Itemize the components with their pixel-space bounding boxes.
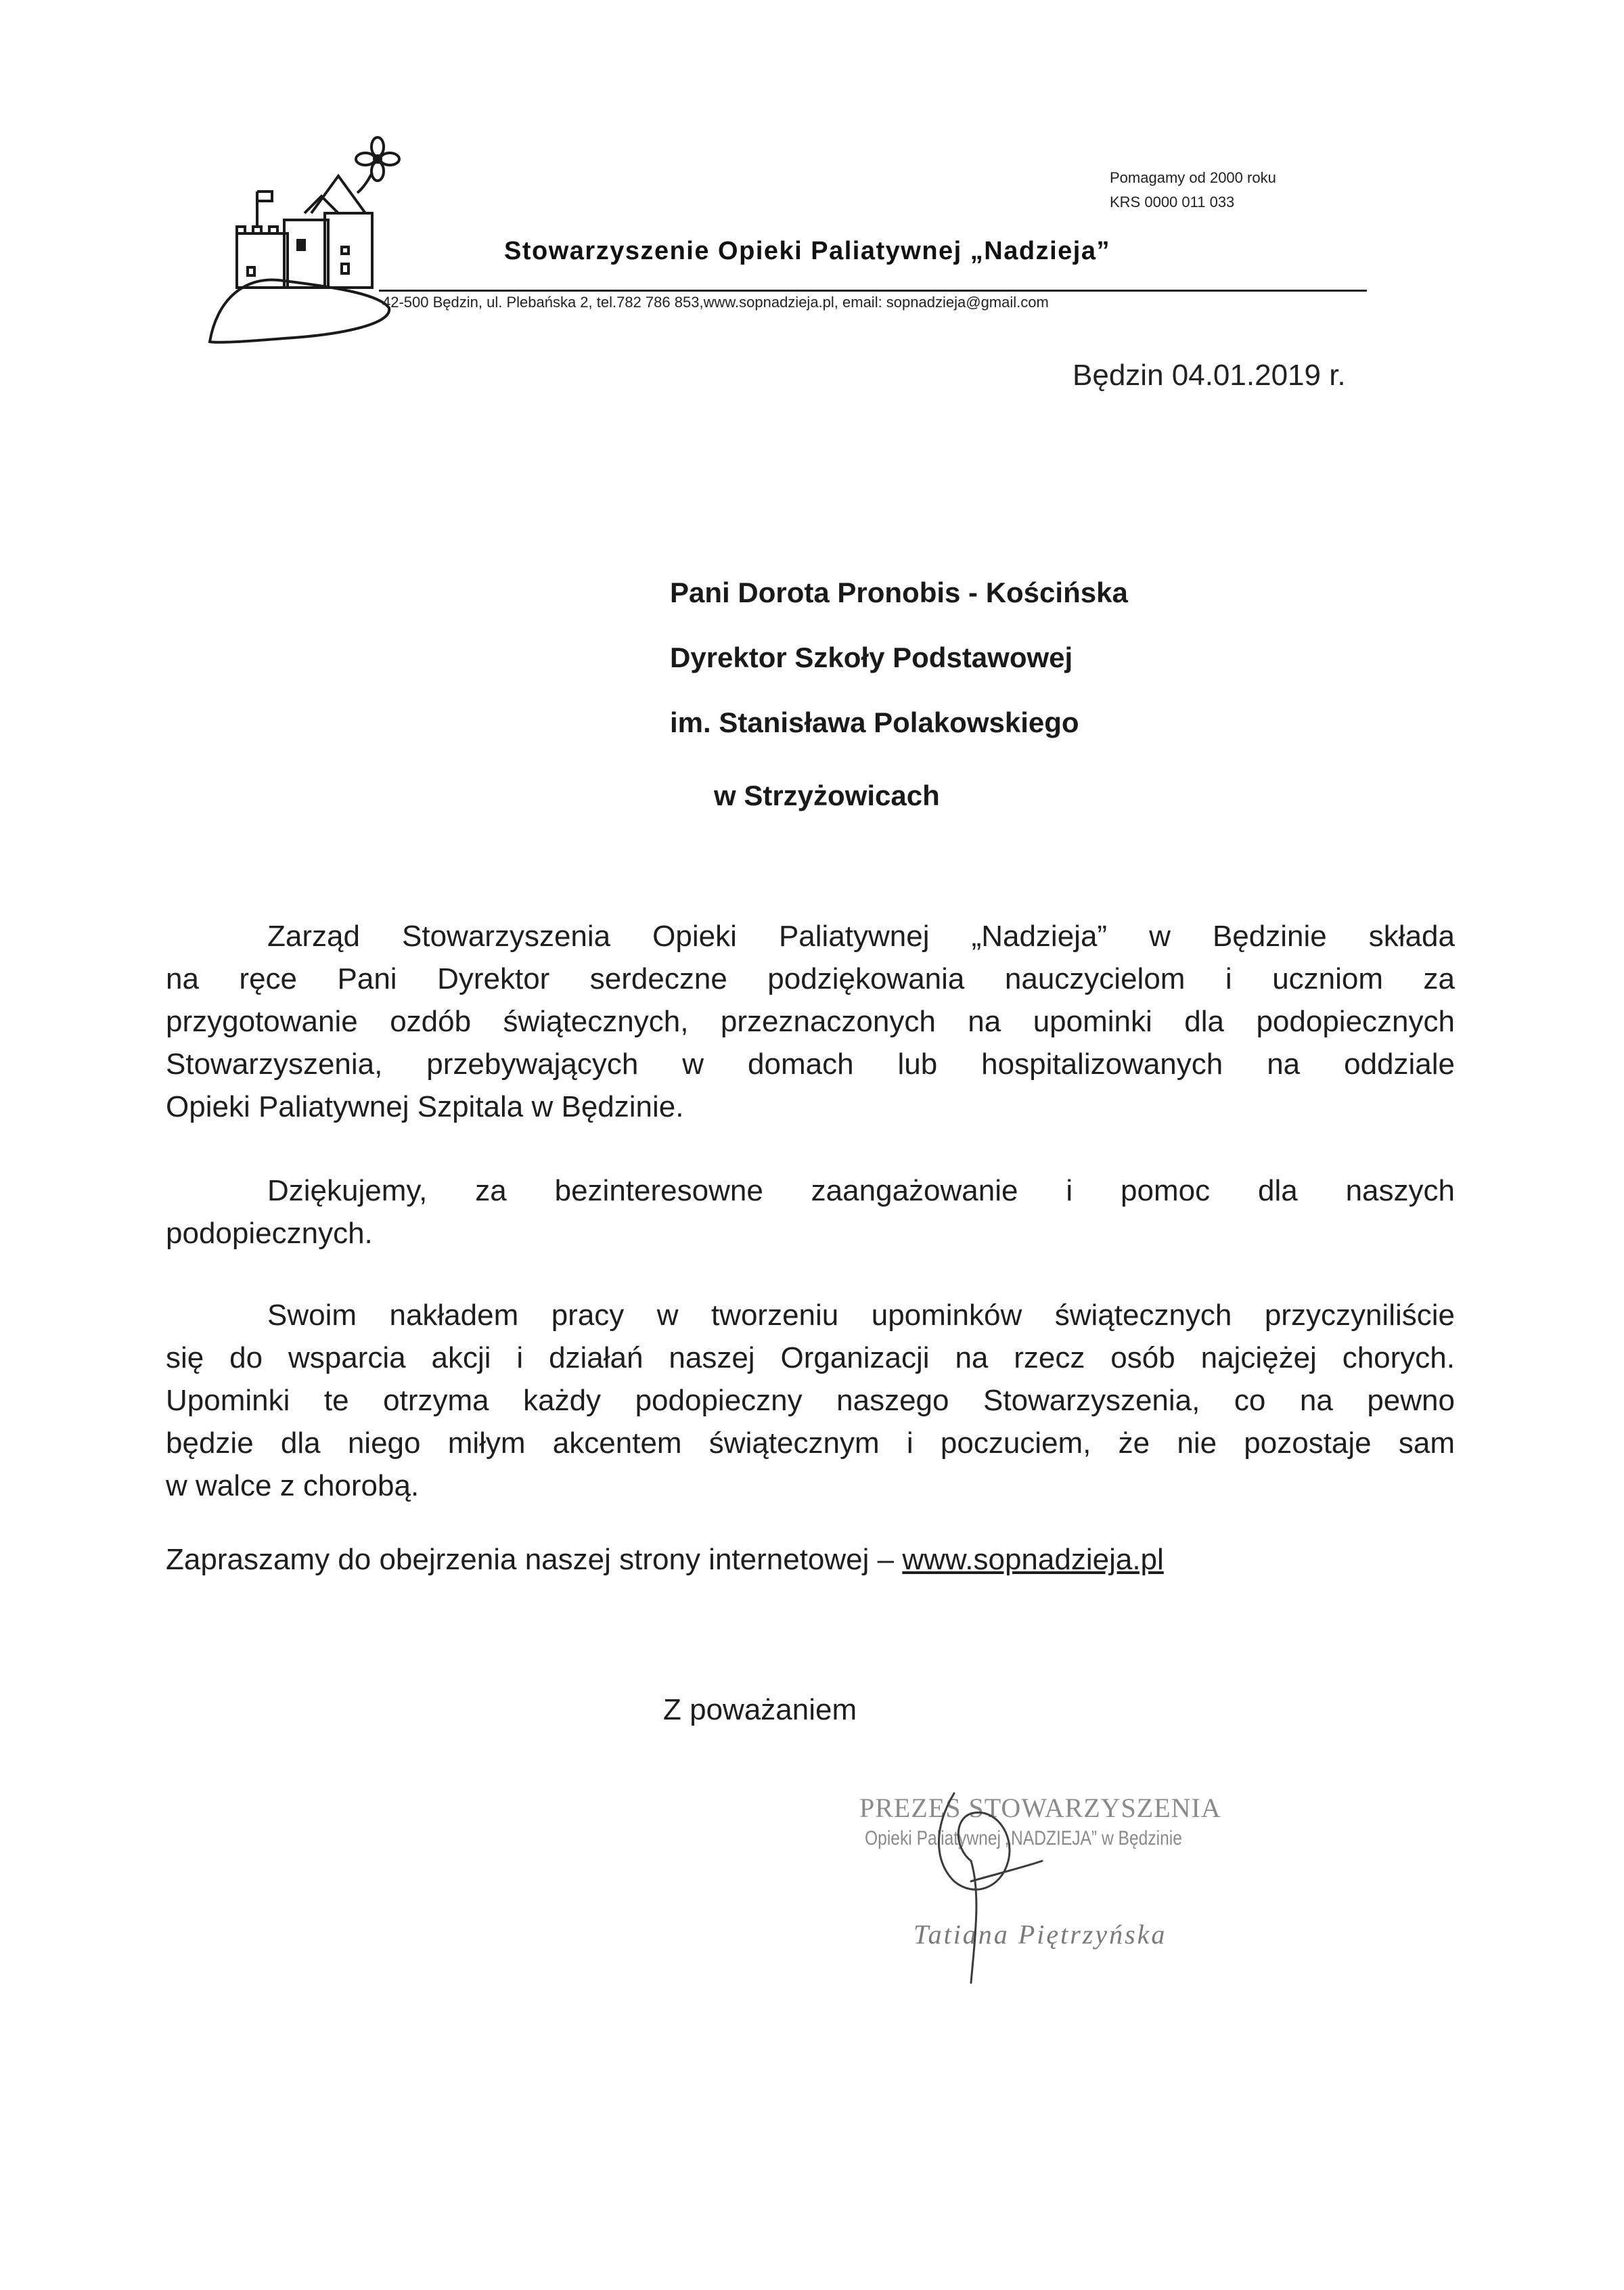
body-paragraph-2 <box>166 1169 1455 1255</box>
invitation-text: Zapraszamy do obejrzenia naszej strony internetowej – <box>166 1543 903 1576</box>
recipient-school: im. Stanisława Polakowskiego <box>670 706 1079 738</box>
paragraph-line: Swoim nakładem pracy w tworzeniu upominków świątecznych przyczyniliście <box>267 1299 1455 1332</box>
paragraph-line: się do wsparcia akcji i działań naszej Organizacji na rzecz osób najciężej chorych. <box>166 1341 1455 1374</box>
body-paragraph-1 <box>166 915 1455 1128</box>
letterhead-motto: Pomagamy od 2000 roku <box>1110 169 1276 186</box>
paragraph-line: Opieki Paliatywnej Szpitala w Będzinie. <box>166 1090 684 1123</box>
recipient-location: w Strzyżowicach <box>714 780 940 811</box>
organization-name: Stowarzyszenie Opieki Paliatywnej „Nadzieja” <box>504 237 1110 265</box>
website-link[interactable]: www.sopnadzieja.pl <box>902 1543 1164 1576</box>
paragraph-line: podopiecznych. <box>166 1217 373 1250</box>
closing-salutation: Z poważaniem <box>663 1693 857 1726</box>
stamp-title: PREZES STOWARZYSZENIA <box>859 1793 1221 1823</box>
paragraph-line: Stowarzyszenia, przebywających w domach lub hospitalizowanych na oddziale <box>166 1048 1455 1081</box>
stamp-name: Tatiana Piętrzyńska <box>914 1919 1167 1950</box>
body-paragraph-3 <box>166 1294 1455 1507</box>
letterhead-divider <box>379 290 1367 292</box>
paragraph-line: przygotowanie ozdób świątecznych, przeznaczonych na upominki dla podopiecznych <box>166 1005 1455 1038</box>
handwritten-signature <box>907 1787 1062 1990</box>
paragraph-line: będzie dla niego miłym akcentem świątecznym i poczuciem, że nie pozostaje sam <box>166 1427 1455 1460</box>
letter-date: Będzin 04.01.2019 r. <box>1073 359 1346 392</box>
paragraph-line: w walce z chorobą. <box>166 1469 420 1502</box>
paragraph-line: Upominki te otrzyma każdy podopieczny naszego Stowarzyszenia, co na pewno <box>166 1384 1455 1417</box>
letterhead-address: 42-500 Będzin, ul. Plebańska 2, tel.782 786 853,www.sopnadzieja.pl, email: sopnadzieja@gmail.com <box>382 294 1049 311</box>
recipient-title: Dyrektor Szkoły Podstawowej <box>670 642 1073 673</box>
paragraph-line: Dziękujemy, za bezinteresowne zaangażowanie i pomoc dla naszych <box>267 1174 1455 1207</box>
recipient-name: Pani Dorota Pronobis - Kościńska <box>670 577 1128 608</box>
stamp-organization: Opieki Paliatywnej „NADZIEJA” w Będzinie <box>865 1827 1182 1849</box>
website-invitation <box>166 1543 1164 1577</box>
castle-flower-logo-icon <box>203 132 406 349</box>
letterhead-krs: KRS 0000 011 033 <box>1110 194 1235 210</box>
paragraph-line: Zarząd Stowarzyszenia Opieki Paliatywnej „Nadzieja” w Będzinie składa <box>267 920 1455 953</box>
paragraph-line: na ręce Pani Dyrektor serdeczne podziękowania nauczycielom i uczniom za <box>166 962 1455 995</box>
